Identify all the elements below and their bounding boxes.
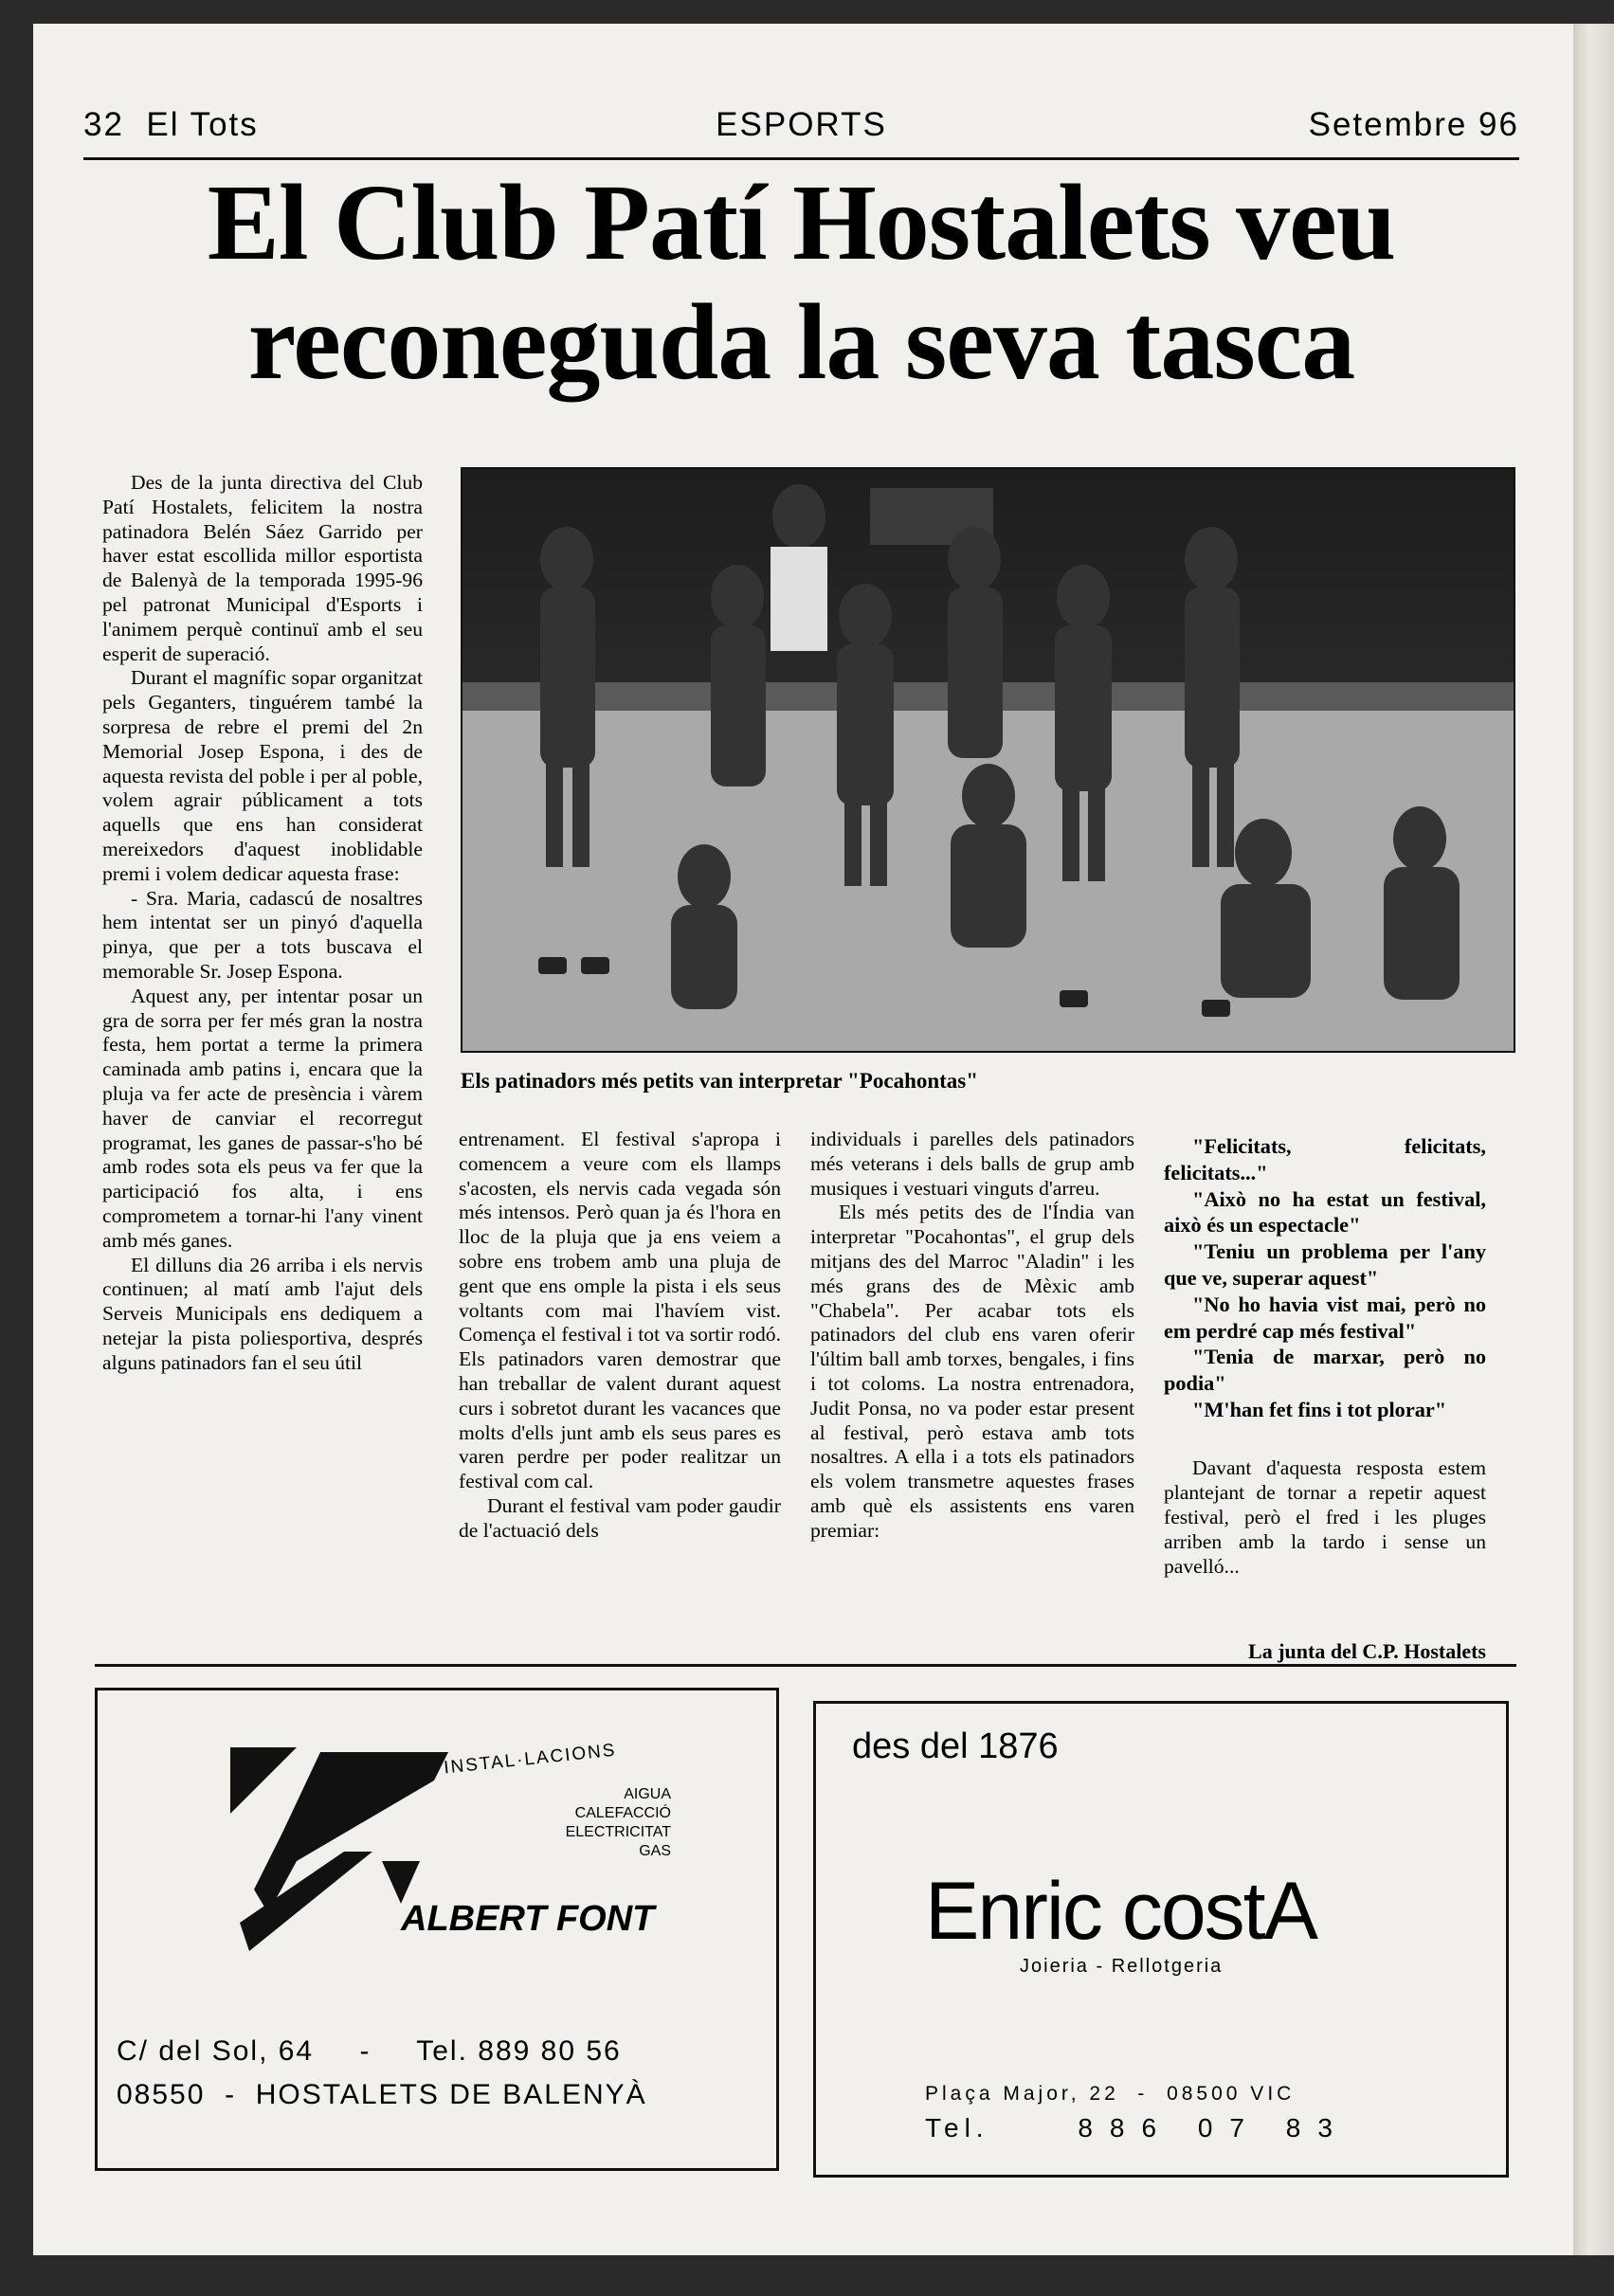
paragraph: Durant el magnífic sopar organitzat pels Geganters, tinguérem també la sorpresa de rebre el premi del 2n Memorial Josep Espona, i des de aquesta revista del poble i per al poble, volem agrair públicament a tots aquells que ens han considerat mereixedors d'aquest inoblidable premi i volem dedicar aquesta frase: <box>102 666 423 885</box>
ad2-tagline: Joieria - Rellotgeria <box>1020 1956 1224 1977</box>
ad1-phone: Tel. 889 80 56 <box>416 2035 622 2067</box>
advertisement-enric-costa <box>813 1701 1509 2178</box>
headline-line-2: reconeguda la seva tasca <box>247 281 1355 402</box>
since-year: des del 1876 <box>852 1727 1059 1766</box>
quote: "Tenia de marxar, però no podia" <box>1164 1345 1486 1396</box>
quote: "Teniu un problema per l'any que ve, superar aquest" <box>1164 1239 1486 1290</box>
page-number-and-publication: 32 El Tots <box>83 106 259 143</box>
service-item: AIGUA <box>624 1786 671 1802</box>
page-spine <box>1573 24 1614 2255</box>
service-item: GAS <box>639 1843 671 1859</box>
paragraph: entrenament. El festival s'apropa i comencem a veure com els llamps s'acosten, els nervis cada vegada són més intensos. Però quan ja és l'hora en lloc de la pluja que ja ens veiem a sobre ens trobem amb una pluja de gent que ens omple la pista i els seus voltants com mai l'havíem vist. Comença el festival i tot va sortir rodó. Els patinadors varen demostrar que han treballar de valent durant aquest curs i sobretot durant les vacances que molts d'ells junt amb els seus pares es varen perdre per poder realitzar un festival com cal. <box>459 1128 781 1493</box>
brand-first: Enric <box>925 1866 1101 1957</box>
ad1-address-line <box>117 2035 622 2068</box>
issue-date: Setembre 96 <box>1308 106 1519 143</box>
paragraph: - Sra. Maria, cadascú de nosaltres hem intentat ser un pinyó d'aquella pinya, que per a tots buscava el memorable Sr. Josep Espona. <box>102 886 423 983</box>
header-rule <box>83 157 1519 160</box>
article-column-1 <box>102 471 423 1375</box>
quote: "M'han fet fins i tot plorar" <box>1192 1397 1447 1421</box>
article-column-4 <box>1164 1133 1486 1579</box>
ad2-address: Plaça Major, 22 - 08500 VIC <box>925 2083 1296 2105</box>
article-column-3 <box>810 1128 1134 1544</box>
service-item: CALEFACCIÓ <box>574 1805 671 1821</box>
paragraph: Davant d'aquesta resposta estem plantejant de tornar a repetir aquest festival, però el fred i les pluges arriben amb la tardo i sense un pavelló... <box>1164 1455 1486 1578</box>
ad1-city: 08550 - HOSTALETS DE BALENYÀ <box>117 2079 647 2110</box>
paragraph: Els més petits des de l'Índia van interpretar "Pocahontas", el grup dels mitjans des del Marroc "Aladin" i les més grans des de Mèxic amb "Chabela". Per acabar tots els patinadors del club ens varen oferir l'últim ball amb torxes, bengales, i fins i tot coloms. La nostra entrenadora, Judit Ponsa, no va poder estar present al festival, però estava amb tots nosaltres. A ella i a tots els patinadors els volem transmetre aquestes frases amb què els assistents ens varen premiar: <box>810 1201 1134 1542</box>
service-item: ELECTRICITAT <box>565 1824 671 1840</box>
ad2-phone-line <box>925 2113 1350 2143</box>
paragraph: Durant el festival vam poder gaudir de l'actuació dels <box>459 1493 781 1542</box>
article-signature: La junta del C.P. Hostalets <box>1248 1639 1486 1663</box>
installations-arc-text: INSTAL·LACIONS <box>443 1740 618 1779</box>
quote: "No ho havia vist mai, però no em perdré cap més festival" <box>1164 1292 1486 1343</box>
ad2-phone-number: 886 07 83 <box>1078 2113 1350 2142</box>
section-name: ESPORTS <box>716 106 887 143</box>
albert-font-brand: ALBERT FONT <box>401 1899 655 1939</box>
skaters-photo-illustration <box>462 469 1514 1051</box>
paragraph: El dilluns dia 26 arriba i els nervis continuen; al matí amb l'ajut dels Serveis Municipals ens dediquem a netejar la pista poliesportiva, després alguns patinadors fan el seu útil <box>102 1253 423 1374</box>
quote: "Això no ha estat un festival, això és un espectacle" <box>1164 1186 1486 1238</box>
paragraph: Aquest any, per intentar posar un gra de sorra per fer més gran la nostra festa, hem portat a terme la primera caminada amb patins i, encara que la pluja va fer acte de presència i vàrem haver de canviar el recorregut programat, les ganes de passar-s'ho bé amb rodes sota els peus va fer que la participació fos alta, i ens comprometem a tornar-hi l'any vinent amb més ganes. <box>102 984 423 1252</box>
services-list <box>477 1785 671 1861</box>
headline-line-1: El Club Patí Hostalets veu <box>207 162 1396 282</box>
paragraph: Des de la junta directiva del Club Patí Hostalets, felicitem la nostra patinadora Belén Sáez Garrido per haver estat escollida millor esportista de Balenyà de la temporada 1995-96 pel patronat Municipal d'Esports i l'animem perquè continuï amb el seu esperit de superació. <box>102 471 423 665</box>
ad1-separator: - <box>359 2035 372 2067</box>
advertisement-albert-font <box>95 1688 779 2171</box>
photo-caption: Els patinadors més petits van interpretar "Pocahontas" <box>461 1069 979 1093</box>
paragraph: individuals i parelles dels patinadors més veterans i dels balls de grup amb musiques i vestuari vinguts d'arreu. <box>810 1128 1134 1200</box>
skaters-photo <box>461 467 1515 1053</box>
brand-last: costA <box>1121 1866 1316 1957</box>
article-headline <box>83 163 1519 402</box>
enric-costa-brand <box>925 1865 1316 1959</box>
ad1-street: C/ del Sol, 64 <box>117 2035 315 2067</box>
article-column-2 <box>459 1128 781 1544</box>
page-header <box>83 106 1519 148</box>
ads-divider-rule <box>95 1664 1516 1667</box>
ad2-phone-label: Tel. <box>925 2113 989 2142</box>
quote: "Felicitats, felicitats, felicitats..." <box>1164 1134 1486 1184</box>
